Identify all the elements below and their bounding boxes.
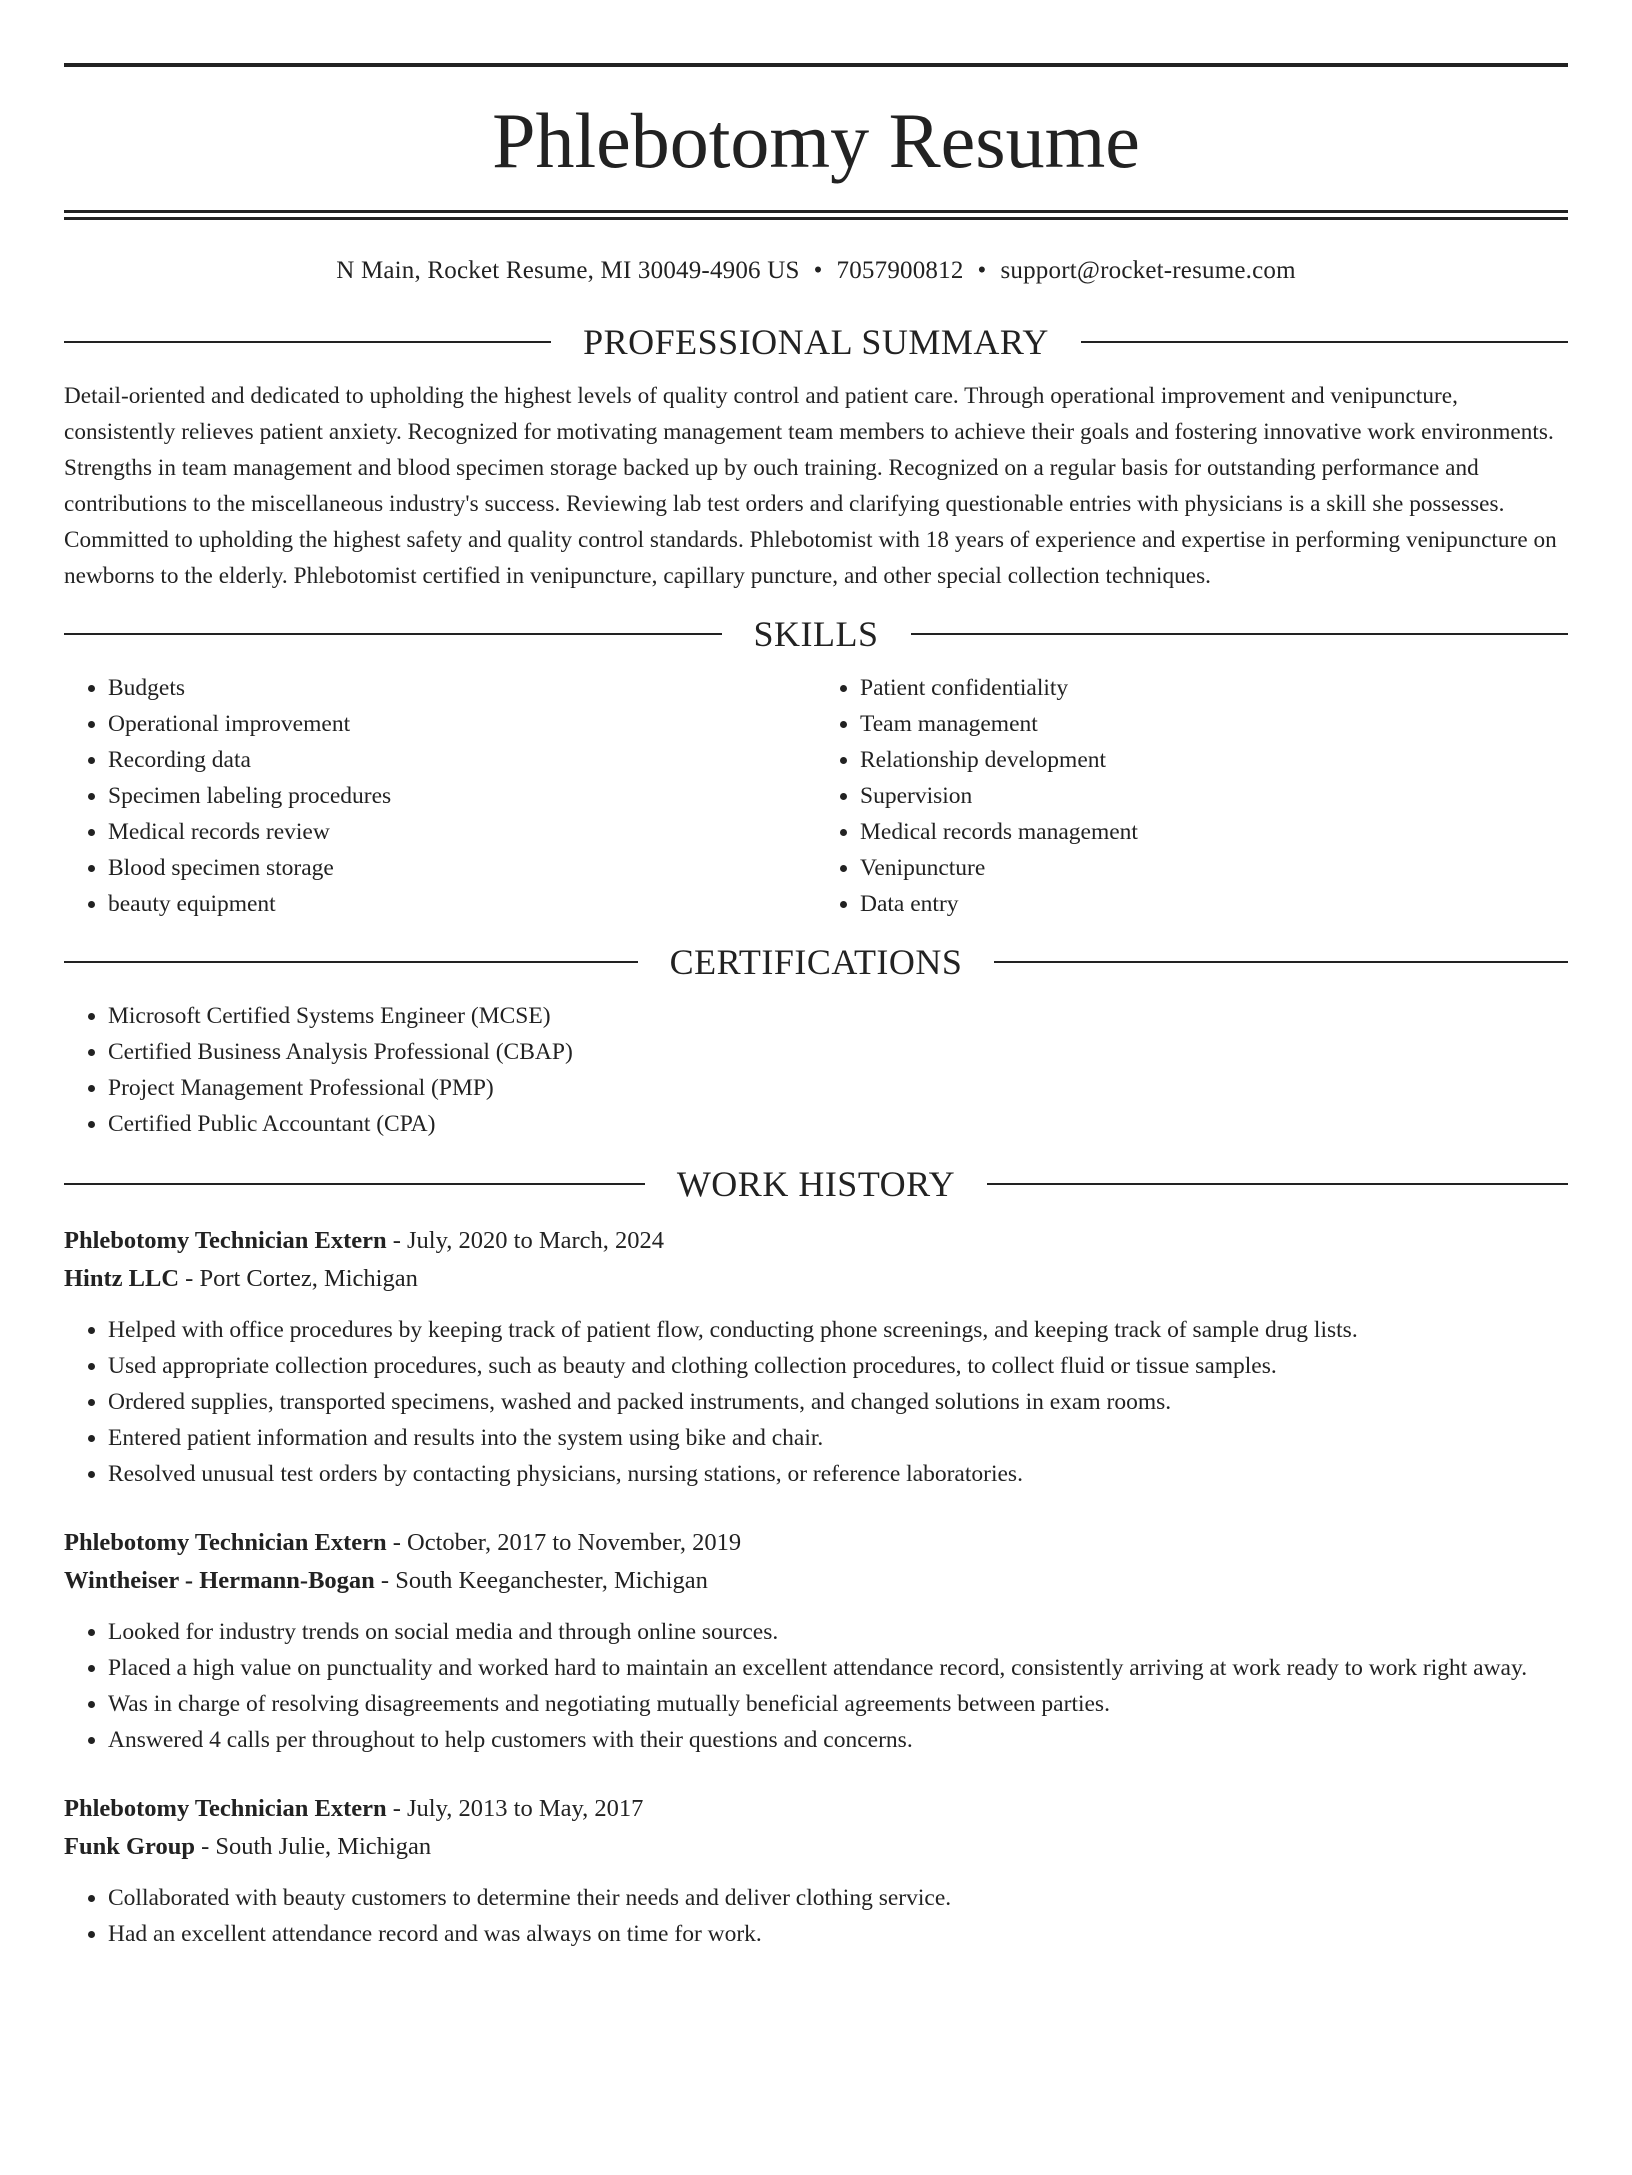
job-duty-item: • Placed a high value on punctuality and worked hard to maintain an excellent attendance record, consistently arriving at work ready to work right away. (108, 1650, 1568, 1686)
title-double-rule (64, 210, 1568, 220)
job-title-line (64, 1790, 1568, 1828)
job-duty-item: • Helped with office procedures by keeping track of patient flow, conducting phone screenings, and keeping track of sample drug lists. (108, 1312, 1568, 1348)
certifications-section-heading (64, 940, 1568, 984)
skills-right-list (816, 670, 1568, 922)
skill-item: • Recording data (108, 742, 816, 778)
job-company-line (64, 1828, 1568, 1866)
job-entry (64, 1790, 1568, 1952)
job-duty-item: • Used appropriate collection procedures, such as beauty and clothing collection procedures, to collect fluid or tissue samples. (108, 1348, 1568, 1384)
skills-left-list (64, 670, 816, 922)
summary-heading-label: PROFESSIONAL SUMMARY (583, 322, 1049, 362)
job-duty-item: • Ordered supplies, transported specimens, washed and packed instruments, and changed solutions in exam rooms. (108, 1384, 1568, 1420)
heading-rule (911, 633, 1569, 635)
job-title: Phlebotomy Technician Extern (64, 1227, 387, 1254)
certification-item: • Certified Public Accountant (CPA) (108, 1106, 1568, 1142)
heading-rule (64, 341, 551, 343)
certification-item: • Certified Business Analysis Professional (CBAP) (108, 1034, 1568, 1070)
contact-email: support@rocket-resume.com (1000, 257, 1296, 284)
job-title: Phlebotomy Technician Extern (64, 1529, 387, 1556)
contact-address: N Main, Rocket Resume, MI 30049-4906 US (336, 257, 800, 284)
job-duty-item: • Resolved unusual test orders by contacting physicians, nursing stations, or reference laboratories. (108, 1456, 1568, 1492)
job-company-line (64, 1562, 1568, 1600)
resume-page (0, 63, 1632, 2175)
job-duties-list (64, 1312, 1568, 1492)
certifications-list (64, 998, 1568, 1142)
skill-item: • Medical records review (108, 814, 816, 850)
heading-rule (987, 1183, 1568, 1185)
certification-item: • Project Management Professional (PMP) (108, 1070, 1568, 1106)
job-duties-list (64, 1614, 1568, 1758)
skill-item: • Supervision (860, 778, 1568, 814)
contact-line (64, 256, 1568, 286)
job-duty-item: • Looked for industry trends on social media and through online sources. (108, 1614, 1568, 1650)
job-title-line (64, 1222, 1568, 1260)
job-entry (64, 1524, 1568, 1758)
skill-item: • Budgets (108, 670, 816, 706)
heading-rule (64, 1183, 645, 1185)
heading-rule (64, 961, 638, 963)
contact-separator: • (813, 257, 823, 284)
job-duty-item: • Entered patient information and results into the system using bike and chair. (108, 1420, 1568, 1456)
skill-item: • Specimen labeling procedures (108, 778, 816, 814)
skill-item: • Blood specimen storage (108, 850, 816, 886)
summary-text: Detail-oriented and dedicated to upholding the highest levels of quality control and patient care. Through operational improvement and venipuncture, consistently relieves patient anxiety. Recognized for motivating management team members to achieve their goals and fostering innovative work environments. Strengths in team management and blood specimen storage backed up by ouch training. Recognized on a regular basis for outstanding performance and contributions to the miscellaneous industry's success. Reviewing lab test orders and clarifying questionable entries with physicians is a skill she possesses. Committed to upholding the highest safety and quality control standards. Phlebotomist with 18 years of experience and expertise in performing venipuncture on newborns to the elderly. Phlebotomist certified in venipuncture, capillary puncture, and other special collection techniques. (64, 383, 1557, 589)
resume-title: Phlebotomy Resume (492, 97, 1140, 184)
skills-columns (64, 670, 1568, 922)
contact-separator: • (977, 257, 987, 284)
job-company: Wintheiser - Hermann-Bogan (64, 1567, 375, 1594)
top-rule (64, 63, 1568, 67)
skills-right-column (816, 670, 1568, 922)
job-duty-item: • Answered 4 calls per throughout to help customers with their questions and concerns. (108, 1722, 1568, 1758)
job-duties-list (64, 1880, 1568, 1952)
heading-rule (1081, 341, 1568, 343)
skill-item: • Relationship development (860, 742, 1568, 778)
job-dates: - July, 2020 to March, 2024 (386, 1227, 665, 1254)
job-duty-item: • Was in charge of resolving disagreements and negotiating mutually beneficial agreements between parties. (108, 1686, 1568, 1722)
summary-section-heading (64, 320, 1568, 364)
job-dates: - July, 2013 to May, 2017 (386, 1795, 644, 1822)
job-company-line (64, 1260, 1568, 1298)
certification-item: • Microsoft Certified Systems Engineer (MCSE) (108, 998, 1568, 1034)
skills-left-column (64, 670, 816, 922)
job-title-line (64, 1524, 1568, 1562)
certifications-heading-label: CERTIFICATIONS (669, 942, 963, 982)
contact-phone: 7057900812 (836, 257, 964, 284)
skill-item: • beauty equipment (108, 886, 816, 922)
heading-rule (994, 961, 1568, 963)
job-entry (64, 1222, 1568, 1492)
skill-item: • Data entry (860, 886, 1568, 922)
skill-item: • Operational improvement (108, 706, 816, 742)
skill-item: • Medical records management (860, 814, 1568, 850)
job-duty-item: • Had an excellent attendance record and was always on time for work. (108, 1916, 1568, 1952)
skills-heading-label: SKILLS (753, 614, 879, 654)
job-location: - South Keeganchester, Michigan (374, 1567, 708, 1594)
skills-section-heading (64, 612, 1568, 656)
job-location: - South Julie, Michigan (194, 1833, 432, 1860)
job-title: Phlebotomy Technician Extern (64, 1795, 387, 1822)
heading-rule (64, 633, 722, 635)
job-dates: - October, 2017 to November, 2019 (386, 1529, 742, 1556)
skill-item: • Team management (860, 706, 1568, 742)
job-duty-item: • Collaborated with beauty customers to determine their needs and deliver clothing service. (108, 1880, 1568, 1916)
work-history-section-heading (64, 1162, 1568, 1206)
job-location: - Port Cortez, Michigan (179, 1265, 418, 1292)
job-company: Funk Group (64, 1833, 195, 1860)
skill-item: • Venipuncture (860, 850, 1568, 886)
job-company: Hintz LLC (64, 1265, 180, 1292)
work-history-heading-label: WORK HISTORY (676, 1164, 956, 1204)
skill-item: • Patient confidentiality (860, 670, 1568, 706)
